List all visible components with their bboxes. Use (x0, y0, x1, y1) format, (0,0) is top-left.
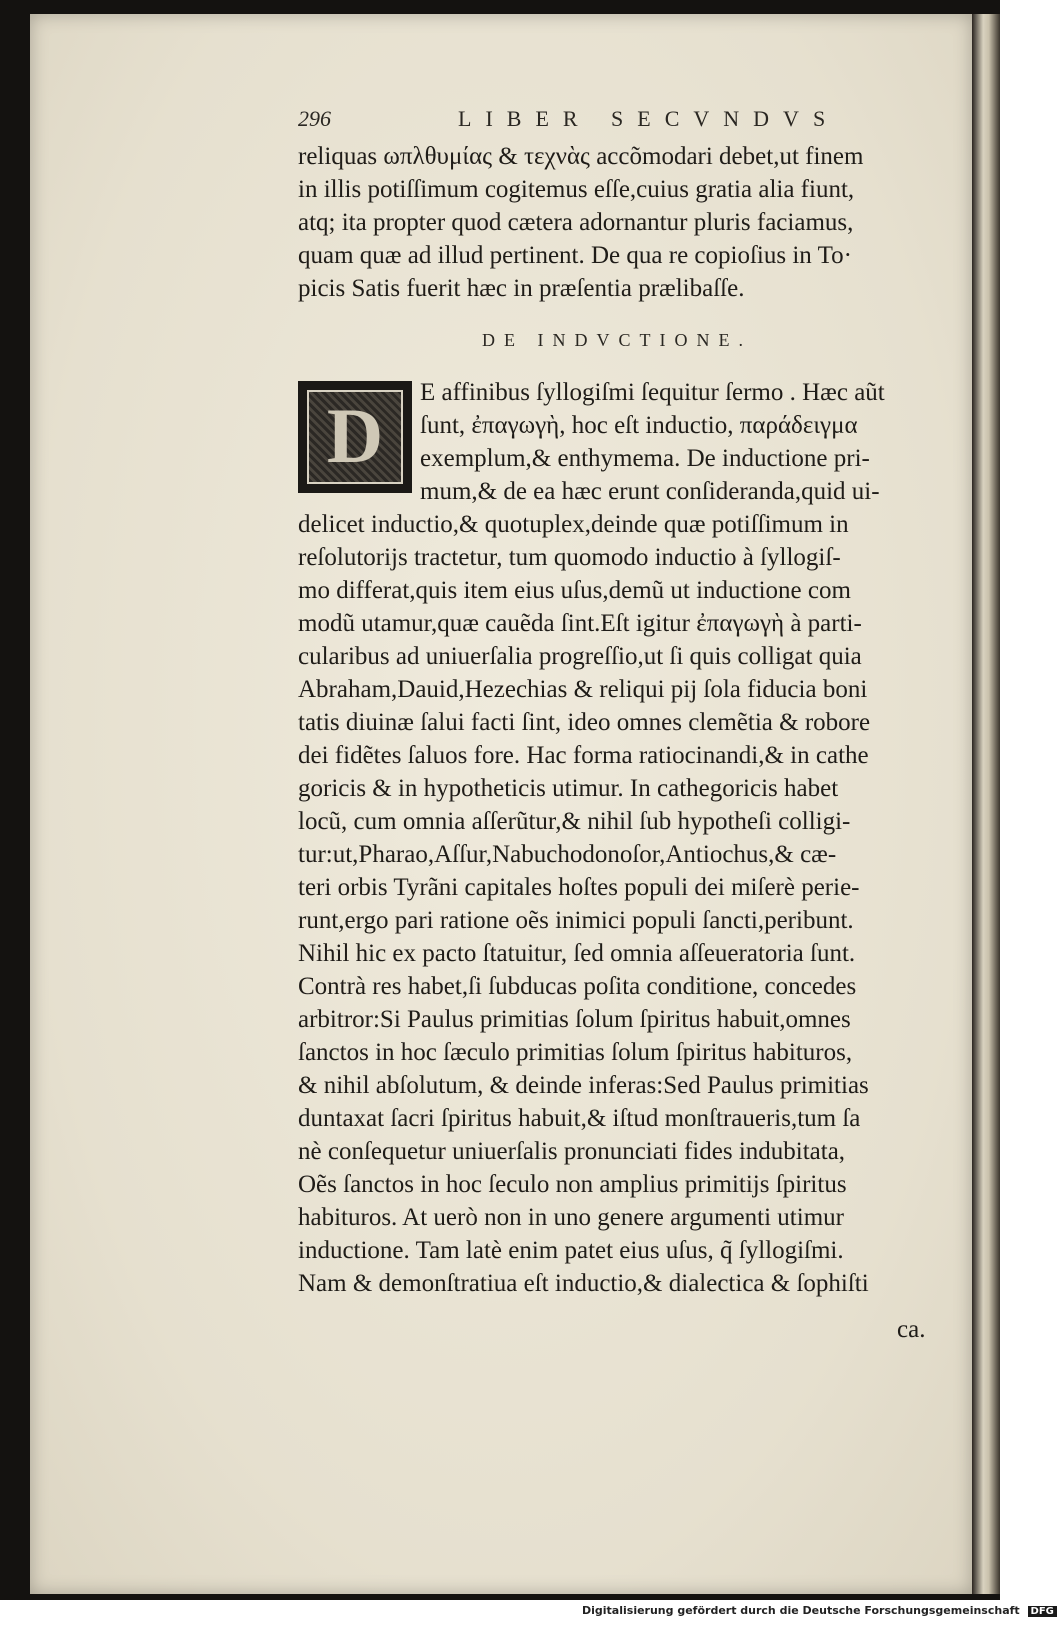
text-line: reſolutorijs tractetur, tum quomodo inductio à ſyllogiſ- (298, 544, 841, 571)
page-edge (972, 14, 1000, 1594)
page-header (298, 106, 940, 140)
text-line: & nihil abſolutum, & deinde inferas:Sed Paulus primitias (298, 1072, 869, 1099)
text-line: Abraham,Dauid,Hezechias & reliqui pij ſola fiducia boni (298, 676, 868, 703)
text-line: teri orbis Tyrãni capitales hoſtes populi dei miſerè perie- (298, 874, 860, 901)
text-line: quam quæ ad illud pertinent. De qua re copioſius in To· (298, 242, 852, 269)
text-line: runt,ergo pari ratione oẽs inimici populi ſancti,peribunt. (298, 907, 854, 934)
text-line: exemplum,& enthymema. De inductione pri- (420, 445, 870, 472)
text-line: ſanctos in hoc ſæculo primitias ſolum ſpiritus habituros, (298, 1039, 853, 1066)
text-line: cularibus ad uniuerſalia progreſſio,ut ſi quis colligat quia (298, 643, 862, 670)
text-line: tur:ut,Pharao,Aſſur,Nabuchodonoſor,Antiochus,& cæ- (298, 841, 837, 868)
text-line: Oẽs ſanctos in hoc ſeculo non amplius primitijs ſpiritus (298, 1171, 847, 1198)
decorated-initial (298, 381, 412, 493)
catchword: ca. (897, 1316, 926, 1343)
footer-text: Digitalisierung gefördert durch die Deutsche Forschungsgemeinschaft (582, 1604, 1020, 1617)
text-line: habituros. At uerò non in uno genere argumenti utimur (298, 1204, 844, 1231)
text-line: delicet inductio,& quotuplex,deinde quæ potiſſimum in (298, 511, 849, 538)
text-line: mo differat,quis item eius uſus,demũ ut inductione com (298, 577, 851, 604)
section-heading: DE INDVCTIONE. (482, 330, 752, 350)
text-line: picis Satis fuerit hæc in præſentia prælibaſſe. (298, 275, 745, 302)
page-number: 296 (298, 106, 331, 131)
text-line: duntaxat ſacri ſpiritus habuit,& iſtud monſtraueris,tum ſa (298, 1105, 861, 1132)
text-line: arbitror:Si Paulus primitias ſolum ſpiritus habuit,omnes (298, 1006, 851, 1033)
text-line: Contrà res habet,ſi ſubducas poſita conditione, concedes (298, 973, 857, 1000)
text-line: reliquas ωπλθυμίας & τεχνὰς accõmodari debet,ut finem (298, 143, 864, 170)
initial-letter: D (326, 392, 384, 479)
dfg-logo: DFG (1028, 1606, 1057, 1617)
text-line: Nam & demonſtratiua eſt inductio,& dialectica & ſophiſti (298, 1270, 869, 1297)
digitization-footer (582, 1604, 1057, 1624)
text-line: modũ utamur,quæ cauẽda ſint.Eſt igitur ἐπαγωγὴ à parti- (298, 610, 862, 637)
text-line: tatis diuinæ ſalui facti ſint, ideo omnes clemẽtia & robore (298, 709, 871, 736)
text-line: inductione. Tam latè enim patet eius uſus, q̃ ſyllogiſmi. (298, 1237, 844, 1264)
text-line: goricis & in hypotheticis utimur. In cathegoricis habet (298, 775, 839, 802)
text-line: locũ, cum omnia aſſerũtur,& nihil ſub hypotheſi colligi- (298, 808, 851, 835)
text-line: ſunt, ἐπαγωγὴ, hoc eſt inductio, παράδειγμα (420, 412, 858, 439)
text-line: in illis potiſſimum cogitemus eſſe,cuius gratia alia fiunt, (298, 176, 855, 203)
text-line: nè conſequetur uniuerſalis pronunciati fides indubitata, (298, 1138, 846, 1165)
running-head: LIBER SECVNDVS (458, 106, 840, 131)
text-line: dei fidẽtes ſaluos fore. Hac forma ratiocinandi,& in cathe (298, 742, 869, 769)
text-line: atq; ita propter quod cætera adornantur pluris faciamus, (298, 209, 854, 236)
text-line: E affinibus ſyllogiſmi ſequitur ſermo . Hæc aũt (420, 379, 885, 406)
text-line: mum,& de ea hæc erunt conſideranda,quid ui- (420, 478, 880, 505)
text-line: Nihil hic ex pacto ſtatuitur, ſed omnia aſſeueratoria ſunt. (298, 940, 856, 967)
